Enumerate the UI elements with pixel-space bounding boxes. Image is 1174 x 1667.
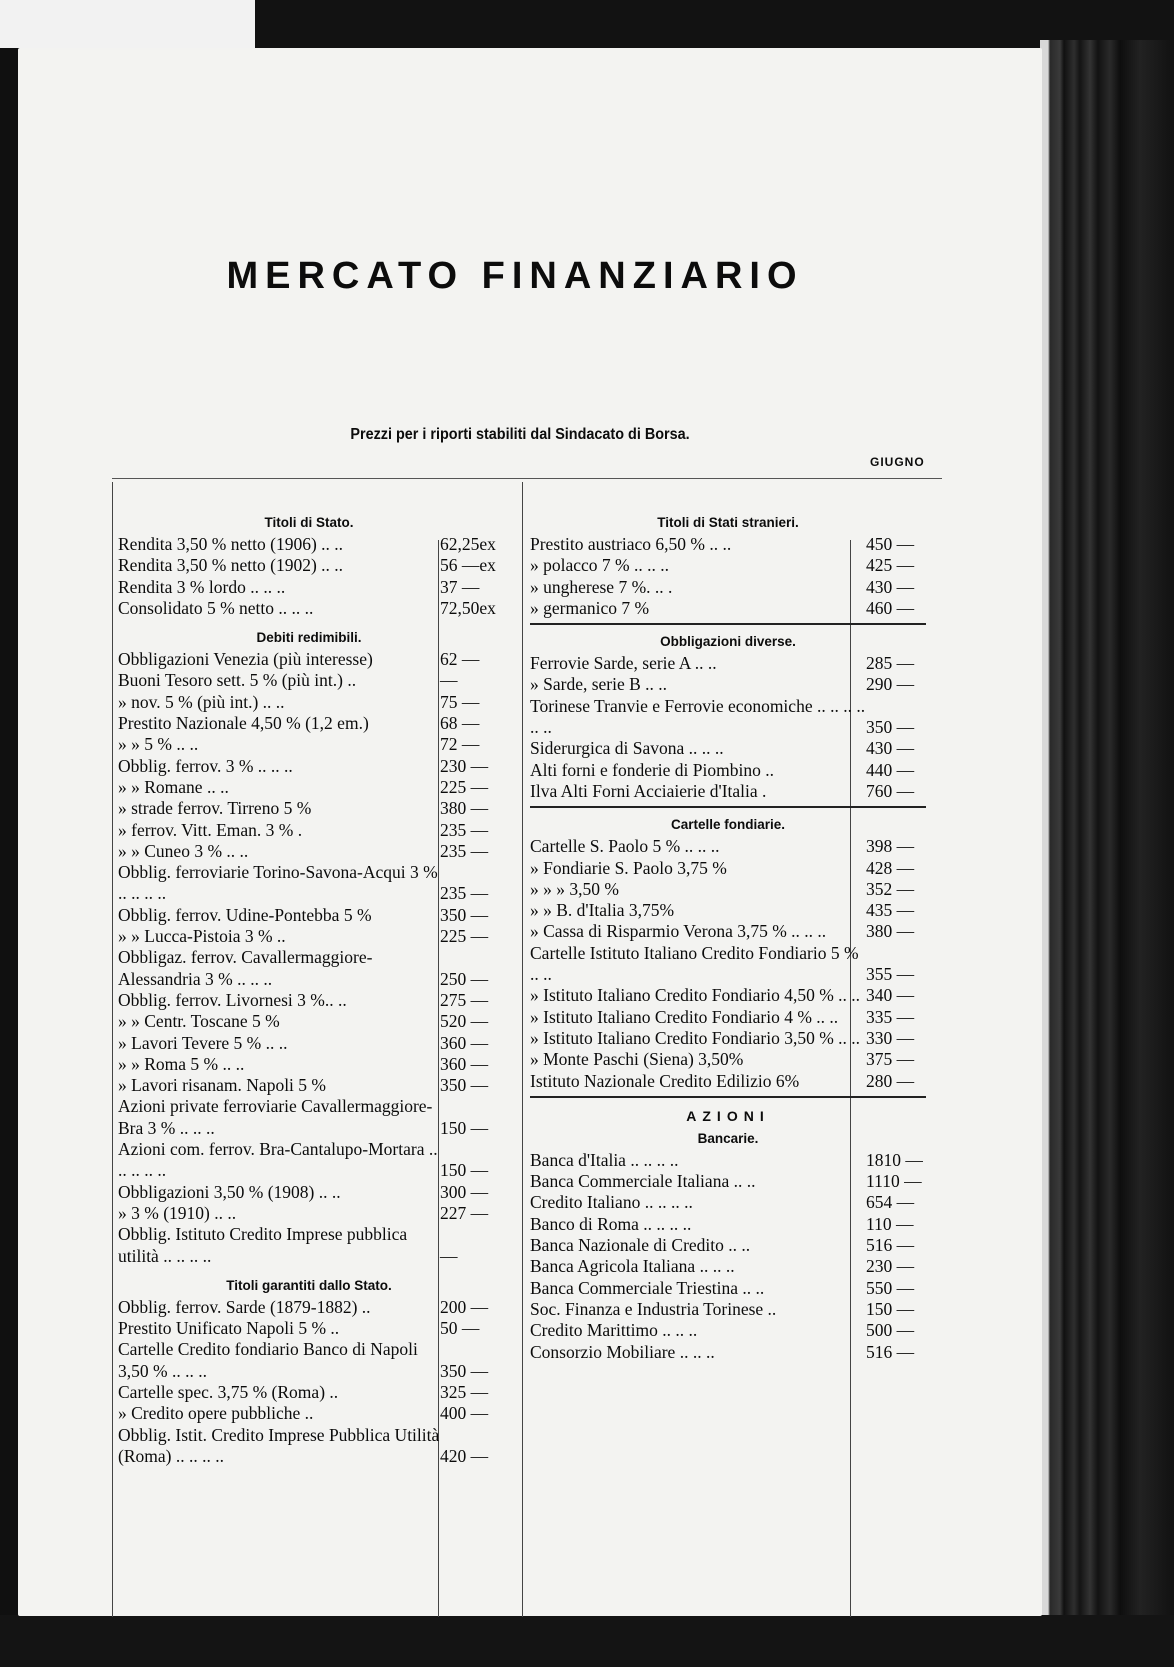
- table-row: [530, 1235, 926, 1256]
- table-row: [118, 1425, 500, 1468]
- subtitle: Prezzi per i riporti stabiliti dal Sindacato di Borsa.: [350, 426, 690, 443]
- row-label: Siderurgica di Savona .. .. ..: [530, 738, 724, 759]
- row-label: » » Roma 5 % .. ..: [118, 1053, 245, 1074]
- row-label: » » Romane .. ..: [118, 776, 229, 797]
- table-row: [530, 900, 926, 921]
- row-price: 275 —: [440, 989, 489, 1010]
- row-label: Obbligazioni 3,50 % (1908) .. ..: [118, 1181, 341, 1202]
- row-label: » nov. 5 % (più int.) .. ..: [118, 691, 285, 712]
- table-row: [530, 1049, 926, 1070]
- row-price: 420 —: [440, 1445, 489, 1466]
- right-column: [530, 512, 926, 1363]
- table-row: [530, 577, 926, 598]
- table-row: [530, 738, 926, 759]
- header-rule: [112, 478, 942, 479]
- table-row: [530, 598, 926, 619]
- row-price: 350 —: [440, 904, 489, 925]
- row-price: 110 —: [866, 1213, 914, 1234]
- row-price: —: [440, 670, 458, 691]
- row-label: Rendita 3 % lordo .. .. ..: [118, 576, 286, 597]
- table-row: [118, 841, 500, 862]
- table-row: [530, 1299, 926, 1320]
- row-label: » Istituto Italiano Credito Fondiario 4,50 % .. ..: [530, 985, 861, 1006]
- row-label: Banca d'Italia .. .. .. ..: [530, 1149, 679, 1170]
- table-row: [530, 534, 926, 555]
- scan-border-top: [255, 0, 1174, 52]
- table-row: [530, 836, 926, 857]
- row-label: Azioni com. ferrov. Bra-Cantalupo-Mortara .. .. .. .. ..: [118, 1139, 438, 1181]
- row-label: Banca Agricola Italiana .. .. ..: [530, 1256, 735, 1277]
- row-label: » » 5 % .. ..: [118, 734, 199, 755]
- row-label: » » » 3,50 %: [530, 878, 619, 899]
- row-label: Obblig. ferrov. Livornesi 3 %.. ..: [118, 989, 347, 1010]
- row-price: 235 —: [440, 819, 489, 840]
- table-row: [530, 943, 926, 986]
- row-price: 200 —: [440, 1296, 489, 1317]
- section-heading: Debiti redimibili.: [256, 630, 362, 646]
- row-price: 225 —: [440, 776, 489, 797]
- row-label: » 3 % (1910) .. ..: [118, 1202, 237, 1223]
- row-label: » » Centr. Toscane 5 %: [118, 1011, 280, 1032]
- scan-border-left: [0, 0, 18, 1667]
- row-price: 227 —: [440, 1202, 489, 1223]
- table-row: [530, 858, 926, 879]
- table-row: [530, 1278, 926, 1299]
- row-label: Cartelle S. Paolo 5 % .. .. ..: [530, 836, 720, 857]
- row-price: 235 —: [440, 883, 489, 904]
- row-price: 360 —: [440, 1032, 489, 1053]
- table-row: [530, 1320, 926, 1341]
- table-row: [118, 598, 500, 619]
- table-row: [530, 1342, 926, 1363]
- table-row: [118, 577, 500, 598]
- row-price: 355 —: [866, 964, 915, 985]
- row-price: 150 —: [440, 1117, 489, 1138]
- row-label: Soc. Finanza e Industria Torinese ..: [530, 1298, 777, 1319]
- row-price: 340 —: [866, 985, 915, 1006]
- section-heading: Obbligazioni diverse.: [660, 634, 796, 650]
- row-price: 72,50ex: [440, 597, 496, 618]
- row-price: 430 —: [866, 576, 915, 597]
- row-label: Obblig. Istit. Credito Imprese Pubblica Utilità (Roma) .. .. .. ..: [118, 1424, 440, 1466]
- row-price: 352 —: [866, 878, 915, 899]
- table-row: [118, 947, 500, 990]
- table-row: [530, 1171, 926, 1192]
- row-label: » Lavori risanam. Napoli 5 %: [118, 1075, 327, 1096]
- table-row: [118, 1403, 500, 1424]
- row-label: Prestito austriaco 6,50 % .. ..: [530, 534, 732, 554]
- row-label: Credito Marittimo .. .. ..: [530, 1320, 698, 1341]
- row-label: Banca Commerciale Italiana .. ..: [530, 1171, 756, 1192]
- row-price: 435 —: [866, 900, 915, 921]
- row-price: 75 —: [440, 691, 480, 712]
- row-label: » Cassa di Risparmio Verona 3,75 % .. .. ..: [530, 921, 827, 942]
- table-row: [118, 1318, 500, 1339]
- row-label: Ilva Alti Forni Acciaierie d'Italia .: [530, 780, 767, 801]
- row-price: 230 —: [866, 1256, 915, 1277]
- row-label: » » Cuneo 3 % .. ..: [118, 840, 249, 861]
- row-label: Rendita 3,50 % netto (1906) .. ..: [118, 534, 344, 554]
- table-row: [118, 862, 500, 905]
- row-price: 350 —: [866, 717, 915, 738]
- row-price: 56 —ex: [440, 555, 496, 576]
- row-price: 654 —: [866, 1192, 915, 1213]
- table-row: [118, 1033, 500, 1054]
- row-price: 335 —: [866, 1006, 915, 1027]
- row-label: Buoni Tesoro sett. 5 % (più int.) ..: [118, 670, 357, 691]
- row-label: Consorzio Mobiliare .. .. ..: [530, 1341, 715, 1362]
- table-row: [118, 1339, 500, 1382]
- center-divider: [522, 482, 523, 1617]
- row-label: Obbligazioni Venezia (più interesse): [118, 649, 373, 670]
- row-price: 430 —: [866, 738, 915, 759]
- table-row: [118, 534, 500, 555]
- table-row: [118, 670, 500, 691]
- table-row: [118, 1297, 500, 1318]
- table-row: [530, 781, 926, 802]
- section-rule: [530, 1096, 926, 1098]
- table-row: [118, 820, 500, 841]
- row-label: Cartelle Credito fondiario Banco di Napoli 3,50 % .. .. ..: [118, 1339, 418, 1381]
- section-gap: [118, 619, 500, 627]
- table-row: [530, 1192, 926, 1213]
- row-label: Obblig. ferrov. Udine-Pontebba 5 %: [118, 904, 372, 925]
- row-label: Azioni private ferroviarie Cavallermaggiore-Bra 3 % .. .. ..: [118, 1096, 433, 1138]
- row-price: —: [440, 1245, 458, 1266]
- section-heading: Titoli di Stato.: [264, 515, 354, 530]
- row-price: 1110 —: [866, 1171, 922, 1192]
- section-heading: Cartelle fondiarie.: [670, 817, 786, 833]
- row-price: 760 —: [866, 780, 915, 801]
- row-label: Rendita 3,50 % netto (1902) .. ..: [118, 555, 344, 576]
- table-row: [530, 555, 926, 576]
- row-price: 330 —: [866, 1027, 915, 1048]
- table-row: [530, 985, 926, 1006]
- section-heading: Titoli di Stati stranieri.: [657, 515, 799, 530]
- table-row: [118, 1182, 500, 1203]
- row-price: 290 —: [866, 674, 915, 695]
- row-label: Prestito Nazionale 4,50 % (1,2 em.): [118, 713, 369, 734]
- table-row: [530, 1007, 926, 1028]
- row-price: 516 —: [866, 1235, 915, 1256]
- row-label: » strade ferrov. Tirreno 5 %: [118, 798, 312, 819]
- row-label: Cartelle spec. 3,75 % (Roma) ..: [118, 1381, 339, 1402]
- row-label: Banca Nazionale di Credito .. ..: [530, 1235, 751, 1256]
- row-price: 550 —: [866, 1277, 915, 1298]
- row-price: 380 —: [440, 798, 489, 819]
- row-price: 300 —: [440, 1181, 489, 1202]
- row-label: Obblig. ferroviarie Torino-Savona-Acqui 3 % .. .. .. ..: [118, 862, 438, 904]
- row-label: Istituto Nazionale Credito Edilizio 6%: [530, 1070, 800, 1091]
- row-price: 428 —: [866, 857, 915, 878]
- left-column: [118, 512, 500, 1467]
- azioni-subheading: Bancarie.: [697, 1130, 759, 1146]
- table-row: [118, 692, 500, 713]
- scan-border-bottom: [0, 1615, 1174, 1667]
- table-row: [118, 777, 500, 798]
- table-row: [118, 798, 500, 819]
- row-label: Ferrovie Sarde, serie A .. ..: [530, 653, 717, 674]
- table-row: [118, 1382, 500, 1403]
- table-row: [530, 1214, 926, 1235]
- row-price: 325 —: [440, 1381, 489, 1402]
- row-label: » Sarde, serie B .. ..: [530, 674, 668, 695]
- row-label: Obblig. Istituto Credito Imprese pubblica utilità .. .. .. ..: [118, 1224, 408, 1266]
- row-price: 425 —: [866, 555, 915, 576]
- left-border: [112, 482, 113, 1617]
- table-row: [530, 1071, 926, 1092]
- table-row: [118, 905, 500, 926]
- row-price: 516 —: [866, 1341, 915, 1362]
- row-label: » ungherese 7 %. .. .: [530, 576, 673, 597]
- row-price: 500 —: [866, 1320, 915, 1341]
- row-price: 350 —: [440, 1360, 489, 1381]
- row-price: 50 —: [440, 1318, 480, 1339]
- table-row: [118, 1139, 500, 1182]
- row-label: » Fondiarie S. Paolo 3,75 %: [530, 857, 727, 878]
- table-row: [118, 1224, 500, 1267]
- row-label: Obbligaz. ferrov. Cavallermaggiore-Alessandria 3 % .. .. ..: [118, 947, 373, 989]
- row-price: 62,25ex: [440, 534, 496, 554]
- section-gap: [118, 1267, 500, 1275]
- row-label: Obblig. ferrov. 3 % .. .. ..: [118, 755, 293, 776]
- row-price: 440 —: [866, 759, 915, 780]
- row-label: » Monte Paschi (Siena) 3,50%: [530, 1049, 744, 1070]
- table-row: [118, 1075, 500, 1096]
- row-price: 350 —: [440, 1075, 489, 1096]
- row-price: 62 —: [440, 649, 480, 670]
- row-price: 280 —: [866, 1070, 915, 1091]
- table-row: [530, 921, 926, 942]
- section-heading: Titoli garantiti dallo Stato.: [226, 1277, 392, 1293]
- row-label: Cartelle Istituto Italiano Credito Fondiario 5 % .. ..: [530, 942, 859, 985]
- table-row: [118, 1011, 500, 1032]
- table-row: [118, 1096, 500, 1139]
- section-rule: [530, 806, 926, 808]
- table-row: [530, 674, 926, 695]
- table-row: [530, 653, 926, 674]
- row-label: » Credito opere pubbliche ..: [118, 1403, 314, 1424]
- table-row: [530, 1028, 926, 1049]
- table-row: [530, 1150, 926, 1171]
- page-title: MERCATO FINANZIARIO: [226, 255, 804, 297]
- row-label: Banca Commerciale Triestina .. ..: [530, 1277, 765, 1298]
- row-label: » » B. d'Italia 3,75%: [530, 900, 675, 921]
- table-row: [118, 1054, 500, 1075]
- row-price: 72 —: [440, 734, 480, 755]
- azioni-heading: AZIONI: [686, 1107, 770, 1124]
- row-price: 380 —: [866, 921, 915, 942]
- row-label: Alti forni e fonderie di Piombino ..: [530, 759, 774, 780]
- row-price: 375 —: [866, 1049, 915, 1070]
- row-price: 460 —: [866, 597, 915, 618]
- row-label: Consolidato 5 % netto .. .. ..: [118, 597, 314, 618]
- row-price: 68 —: [440, 713, 480, 734]
- row-price: 400 —: [440, 1403, 489, 1424]
- section-rule: [530, 623, 926, 625]
- book-edge: [1040, 40, 1174, 1630]
- table-row: [118, 990, 500, 1011]
- row-price: 225 —: [440, 926, 489, 947]
- table-row: [118, 734, 500, 755]
- row-price: 360 —: [440, 1053, 489, 1074]
- row-label: » germanico 7 %: [530, 597, 650, 618]
- table-row: [530, 879, 926, 900]
- row-price: 285 —: [866, 653, 915, 674]
- table-row: [530, 760, 926, 781]
- row-label: » Istituto Italiano Credito Fondiario 4 % .. ..: [530, 1006, 839, 1027]
- table-row: [530, 696, 926, 739]
- row-label: » » Lucca-Pistoia 3 % ..: [118, 926, 286, 947]
- row-label: Credito Italiano .. .. .. ..: [530, 1192, 693, 1213]
- table-row: [118, 713, 500, 734]
- row-label: » Istituto Italiano Credito Fondiario 3,50 % .. ..: [530, 1027, 861, 1048]
- row-price: 1810 —: [866, 1149, 923, 1170]
- table-row: [118, 649, 500, 670]
- row-label: Prestito Unificato Napoli 5 % ..: [118, 1318, 340, 1339]
- row-price: 450 —: [866, 534, 915, 554]
- row-price: 150 —: [440, 1160, 489, 1181]
- row-price: 150 —: [866, 1298, 915, 1319]
- month-label: GIUGNO: [870, 455, 925, 469]
- row-label: » Lavori Tevere 5 % .. ..: [118, 1032, 288, 1053]
- row-label: Torinese Tranvie e Ferrovie economiche .. .. .. .. .. ..: [530, 695, 866, 738]
- table-row: [118, 756, 500, 777]
- row-price: 250 —: [440, 968, 489, 989]
- row-price: 235 —: [440, 840, 489, 861]
- row-label: » polacco 7 % .. .. ..: [530, 555, 669, 576]
- row-label: Obblig. ferrov. Sarde (1879-1882) ..: [118, 1296, 371, 1317]
- table-row: [530, 1256, 926, 1277]
- table-row: [118, 926, 500, 947]
- row-price: 520 —: [440, 1011, 489, 1032]
- row-price: 230 —: [440, 755, 489, 776]
- scan-border-top-white: [0, 0, 255, 48]
- table-row: [118, 1203, 500, 1224]
- row-price: 398 —: [866, 836, 915, 857]
- row-label: Banco di Roma .. .. .. ..: [530, 1213, 692, 1234]
- row-label: » ferrov. Vitt. Eman. 3 % .: [118, 819, 303, 840]
- row-price: 37 —: [440, 576, 480, 597]
- table-row: [118, 555, 500, 576]
